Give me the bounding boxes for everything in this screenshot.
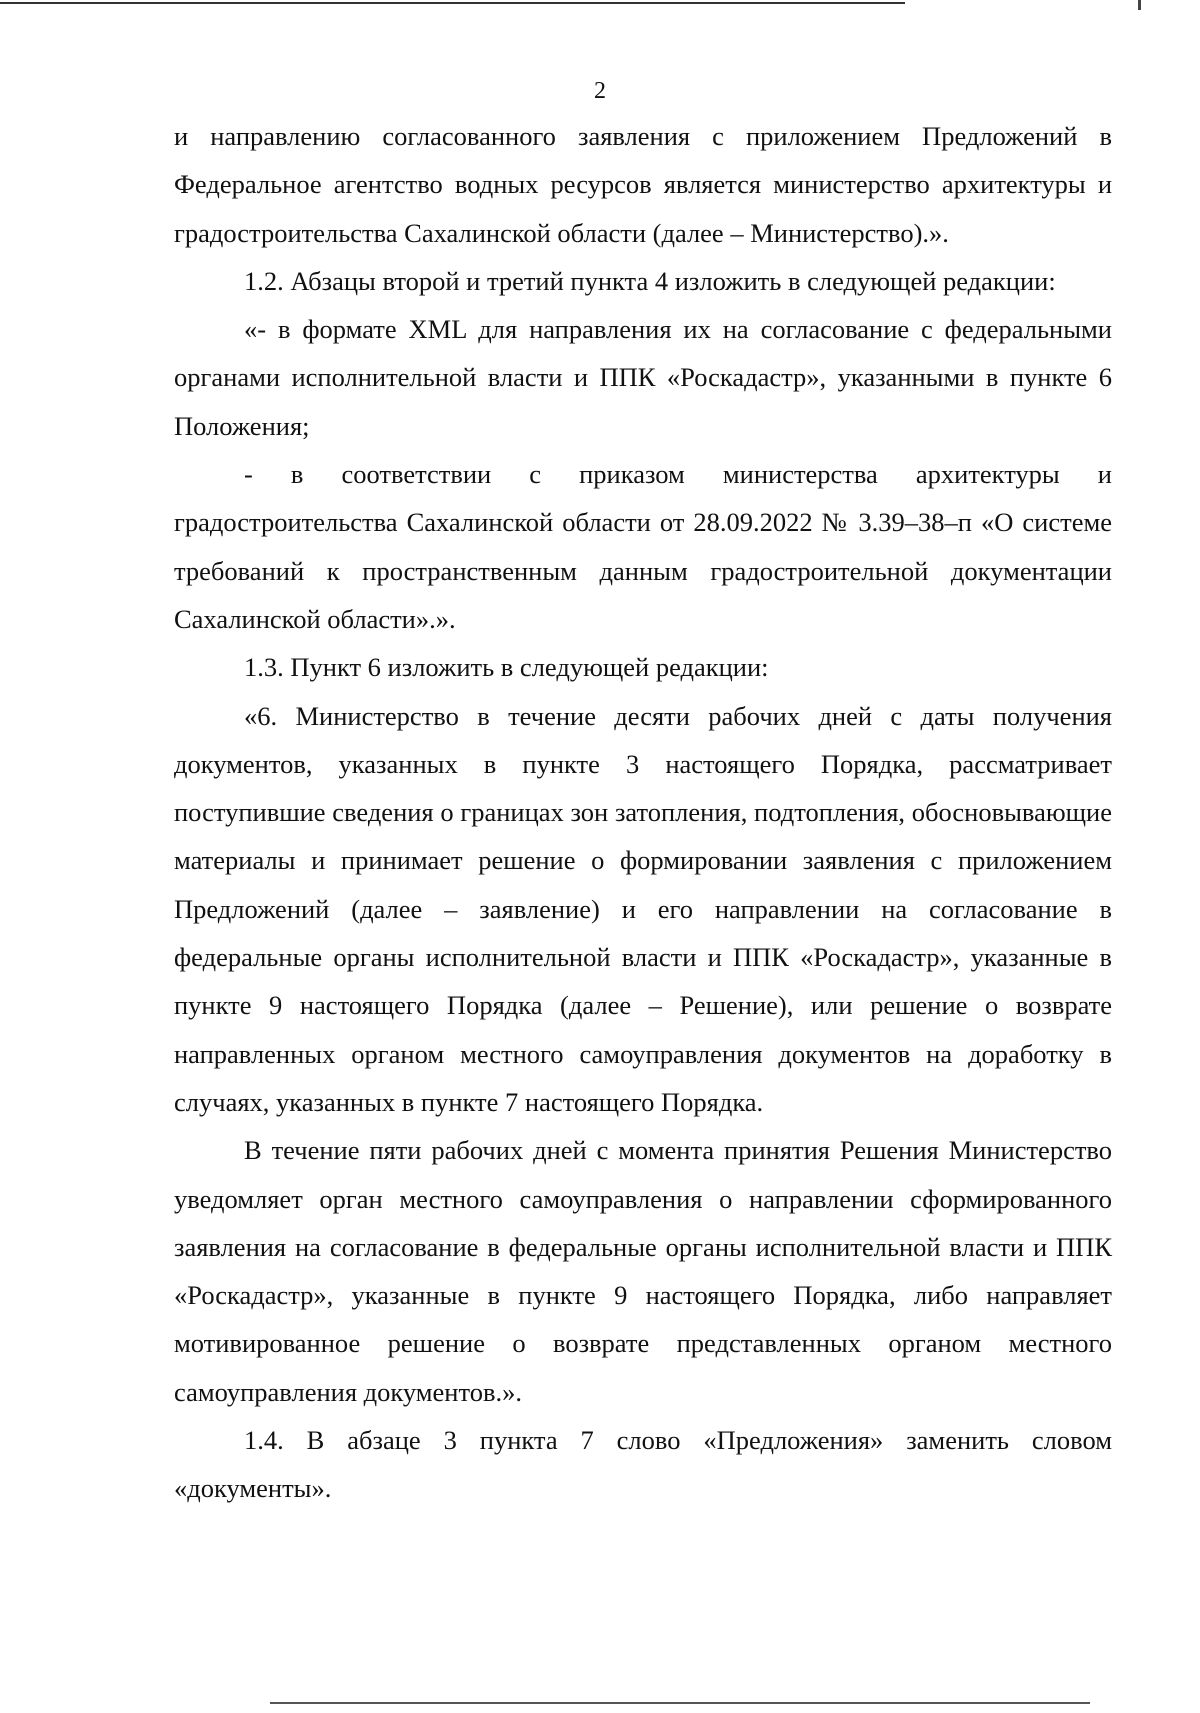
paragraph-continuation: и направлению согласованного заявления с приложением Предложений в Федеральное агентство водных ресурсов является министерство архитектуры и градостроительства Сахалинской области (далее – Министерство).». (174, 121, 1112, 248)
paragraph-1-2: 1.2. Абзацы второй и третий пункта 4 изложить в следующей редакции: (244, 265, 1056, 296)
scan-edge-mark (1138, 0, 1141, 10)
paragraph-1-4: 1.4. В абзаце 3 пункта 7 слово «Предложения» заменить словом «документы». (174, 1425, 1112, 1504)
paragraph-order-reference: - в соответствии с приказом министерства архитектуры и градостроительства Сахалинской области от 28.09.2022 № 3.39–38–п «О системе требований к пространственным данным градостроительной документации Сахалинской области».». (174, 459, 1112, 634)
scan-edge-top (0, 2, 905, 4)
paragraph-xml-format: «- в формате XML для направления их на согласование с федеральными органами исполнительной власти и ППК «Роскадастр», указанными в пункте 6 Положения; (174, 314, 1112, 441)
paragraph-five-days: В течение пяти рабочих дней с момента принятия Решения Министерство уведомляет орган местного самоуправления о направлении сформированного заявления на согласование в федеральные органы исполнительной власти и ППК «Роскадастр», указанные в пункте 9 настоящего Порядка, либо направляет мотивированное решение о возврате представленных органом местного самоуправления документов.». (174, 1135, 1112, 1407)
scan-edge-bottom (270, 1702, 1090, 1704)
document-body (174, 112, 1112, 1513)
paragraph-1-3: 1.3. Пункт 6 изложить в следующей редакции: (244, 652, 769, 683)
page-number: 2 (594, 78, 606, 104)
paragraph-point-6: «6. Министерство в течение десяти рабочих дней с даты получения документов, указанных в пункте 3 настоящего Порядка, рассматривает поступившие сведения о границах зон затопления, подтопления, обосновывающие материалы и принимает решение о формировании заявления с приложением Предложений (далее – заявление) и его направлении на согласование в федеральные органы исполнительной власти и ППК «Роскадастр», указанные в пункте 9 настоящего Порядка (далее – Решение), или решение о возврате направленных органом местного самоуправления документов на доработку в случаях, указанных в пункте 7 настоящего Порядка. (174, 700, 1112, 1117)
